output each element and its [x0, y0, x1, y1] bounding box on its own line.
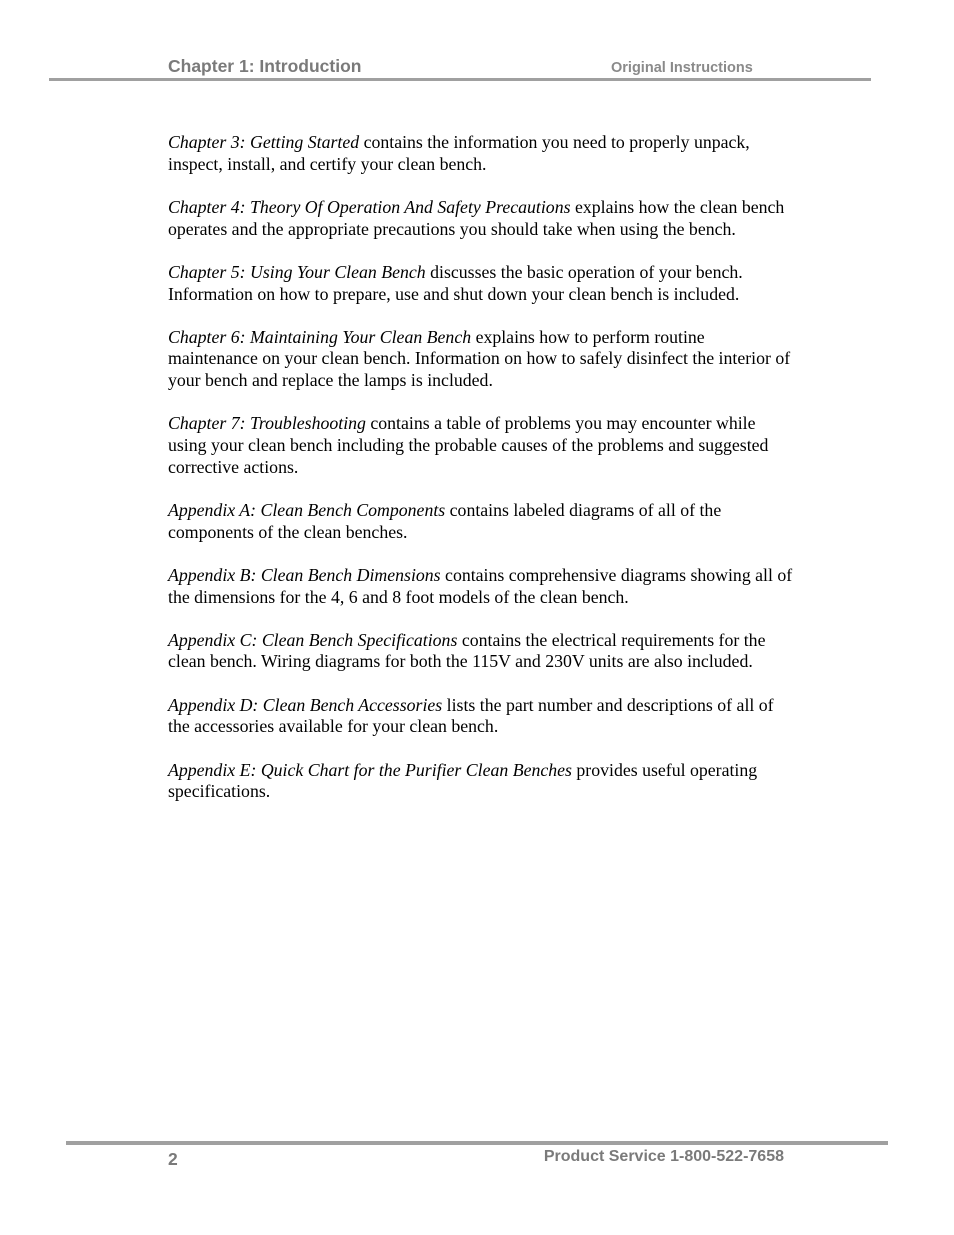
page-number: 2 [168, 1149, 178, 1169]
paragraph-title: Chapter 7: Troubleshooting [168, 413, 366, 434]
paragraph-text: contains comprehensive diagrams showing all of the dimensions for the 4, 6 and 8 foot models of the clean bench. [168, 564, 793, 607]
paragraph-title: Appendix A: Clean Bench Components [168, 499, 446, 520]
paragraph-title: Appendix D: Clean Bench Accessories [168, 694, 443, 715]
paragraph-chapter-5 [168, 262, 793, 305]
paragraph-chapter-4 [168, 197, 793, 240]
paragraph-title: Appendix B: Clean Bench Dimensions [168, 564, 441, 585]
paragraph-text: discusses the basic operation of your bench. Information on how to prepare, use and shut down your clean bench is included. [168, 261, 743, 304]
paragraph-text: contains labeled diagrams of all of the components of the clean benches. [168, 499, 722, 542]
paragraph-appendix-b [168, 565, 793, 608]
paragraph-text: contains the information you need to properly unpack, inspect, install, and certify your clean bench. [168, 132, 750, 174]
paragraph-appendix-c [168, 630, 793, 673]
paragraph-text: explains how the clean bench operates and the appropriate precautions you should take when using the bench. [168, 196, 785, 239]
header-original-instructions: Original Instructions [611, 60, 753, 76]
paragraph-title: Appendix E: Quick Chart for the Purifier Clean Benches [168, 759, 572, 780]
header-chapter-title: Chapter 1: Introduction [168, 56, 362, 76]
paragraph-appendix-d [168, 695, 793, 738]
footer-divider [66, 1141, 888, 1145]
paragraph-text: explains how to perform routine maintenance on your clean bench. Information on how to safely disinfect the interior of your bench and replace the lamps is included. [168, 326, 791, 391]
paragraph-text: provides useful operating specifications. [168, 759, 758, 802]
page-body [168, 132, 793, 824]
paragraph-text: contains a table of problems you may encounter while using your clean bench including the probable causes of the problems and suggested corrective actions. [168, 413, 769, 477]
product-service-phone: Product Service 1-800-522-7658 [543, 1148, 784, 1165]
paragraph-text: contains the electrical requirements for the clean bench. Wiring diagrams for both the 115V and 230V units are also included. [168, 629, 766, 672]
paragraph-appendix-e [168, 760, 793, 803]
paragraph-title: Chapter 3: Getting Started [168, 132, 360, 152]
paragraph-appendix-a [168, 500, 793, 543]
paragraph-text: lists the part number and descriptions of all of the accessories available for your clean bench. [168, 694, 774, 737]
paragraph-chapter-6 [168, 327, 793, 392]
paragraph-title: Appendix C: Clean Bench Specifications [168, 629, 458, 650]
paragraph-title: Chapter 5: Using Your Clean Bench [168, 261, 426, 282]
paragraph-chapter-3 [168, 132, 793, 175]
paragraph-chapter-7 [168, 413, 793, 478]
paragraph-title: Chapter 6: Maintaining Your Clean Bench [168, 326, 472, 347]
paragraph-title: Chapter 4: Theory Of Operation And Safety Precautions [168, 196, 571, 217]
header-divider [49, 78, 871, 81]
